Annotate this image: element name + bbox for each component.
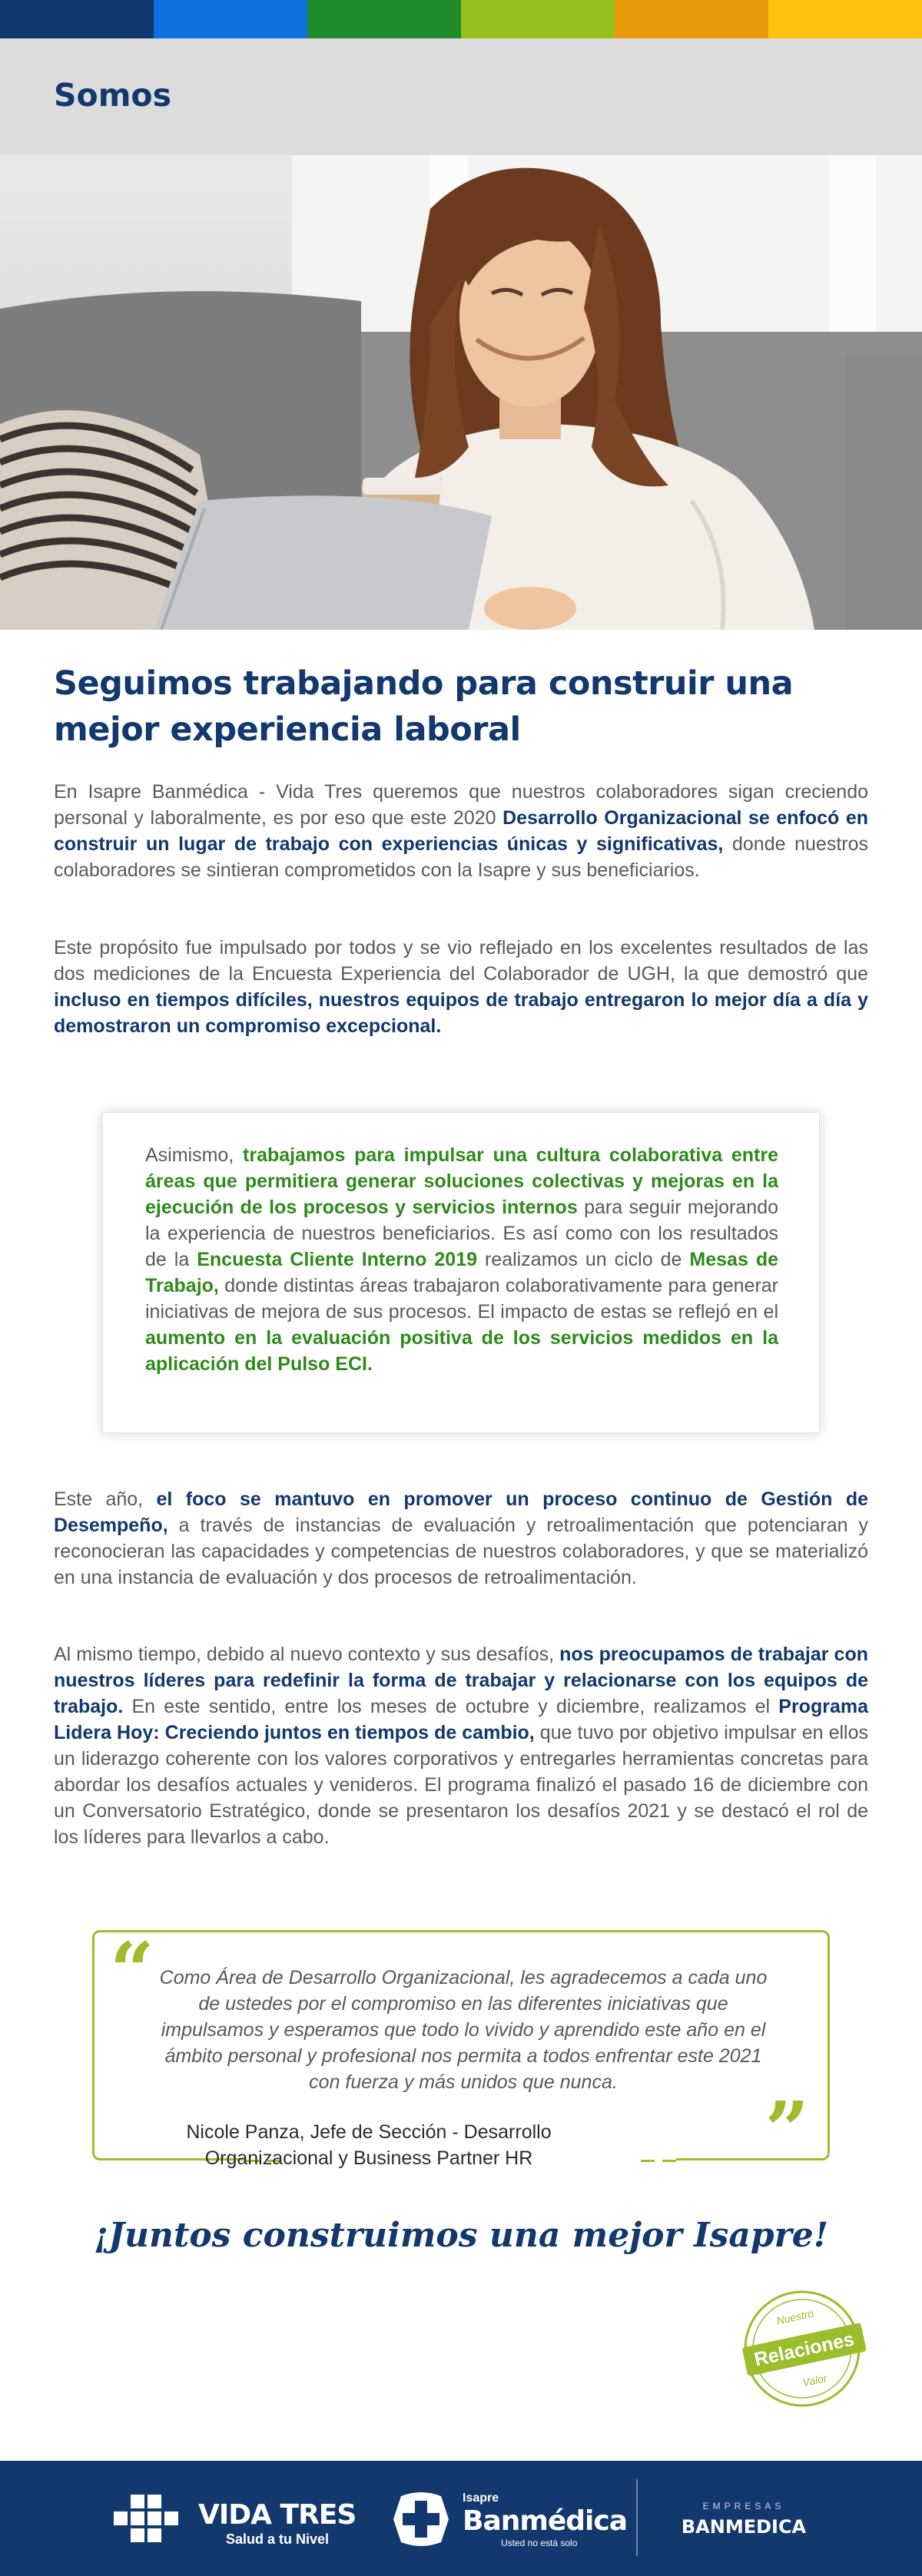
- text: Al mismo tiempo, debido al nuevo contexto y sus desafíos,: [54, 1644, 560, 1665]
- strip-green: [307, 0, 461, 38]
- color-strip: [0, 0, 922, 38]
- intro-paragraph: [54, 779, 868, 883]
- highlight: trabajamos para impulsar una cultura colaborativa entre áreas que permitiera generar soluciones colectivas y mejoras en la ejecución de los procesos y servicios internos: [145, 1144, 778, 1218]
- highlight: Programa Lidera Hoy: Creciendo juntos en tiempos de cambio,: [54, 1696, 868, 1743]
- open-quote-icon: “: [110, 1925, 154, 2016]
- quote-author: [123, 2119, 615, 2171]
- callout-paragraph: [145, 1142, 778, 1377]
- author-line-1: Nicole Panza, Jefe de Sección - Desarrollo: [186, 2121, 552, 2143]
- leadership-paragraph: [54, 1641, 868, 1850]
- badge-middle-text: Relaciones: [752, 2328, 857, 2371]
- text: Este propósito fue impulsado por todos y se vio reflejado en los excelentes resultados de las dos mediciones de la Encuesta Experiencia del Colaborador de UGH, la que demostró que: [54, 937, 868, 985]
- vida-tres-tagline: Salud a tu Nivel: [226, 2531, 330, 2547]
- banmedica-cross-icon: [386, 2488, 456, 2550]
- strip-navy: [0, 0, 154, 38]
- text: donde nuestros colaboradores se sintieran comprometidos con la Isapre y sus beneficiarios.: [54, 833, 869, 881]
- highlight: el foco se mantuvo en promover un proceso continuo de Gestión de Desempeño,: [54, 1488, 868, 1536]
- strip-blue: [154, 0, 307, 38]
- vida-tres-logo: [114, 2492, 375, 2553]
- highlight: nos preocupamos de trabajar con nuestros líderes para redefinir la forma de trabajar y relacionarse con los equipos de trabajo.: [54, 1644, 868, 1717]
- badge-top-text: Nuestro: [775, 2306, 815, 2327]
- relaciones-badge: [739, 2287, 870, 2410]
- empresas-name: BANMEDICA: [681, 2516, 807, 2538]
- text: a través de instancias de evaluación y retroalimentación que potenciaran y reconocieran las capacidades y competencias de nuestros colaboradores, y que se materializó en una instancia de evaluación y dos procesos de retroalimentación.: [54, 1515, 868, 1588]
- headline: Seguimos trabajando para construir una mejor experiencia laboral: [54, 664, 794, 749]
- text: Asimismo,: [145, 1144, 244, 1166]
- text: En este sentido, entre los meses de octubre y diciembre, realizamos el: [123, 1696, 779, 1717]
- badge-bottom-text: Valor: [801, 2371, 828, 2389]
- text: para seguir mejorando la experiencia de nuestros beneficiarios. Es así como con los resultados de la: [145, 1197, 778, 1270]
- empresas-label: EMPRESAS: [702, 2501, 785, 2511]
- highlight: Desarrollo Organizacional se enfocó en construir un lugar de trabajo con experiencias únicas y significativas,: [54, 807, 868, 855]
- text: En Isapre Banmédica - Vida Tres queremos que nuestros colaboradores sigan creciendo personal y laboralmente, es por eso que este 2020: [54, 781, 868, 829]
- banmedica-logo: [386, 2485, 628, 2554]
- highlight: aumento en la evaluación positiva de los servicios medidos en la aplicación del Pulso ECI.: [145, 1327, 778, 1375]
- highlight: Encuesta Cliente Interno 2019: [197, 1249, 478, 1270]
- banmedica-name: Banmédica: [463, 2505, 628, 2537]
- slogan: ¡Juntos construimos una mejor Isapre!: [93, 2216, 829, 2255]
- banmedica-prefix: Isapre: [463, 2492, 499, 2505]
- quote-text: Como Área de Desarrollo Organizacional, les agradecemos a cada uno de ustedes por el compromiso en las diferentes iniciativas que impulsamos y esperamos que todo lo vivido y aprendido este año en el ámbito personal y profesional nos permita a todos enfrentar este 2021 con fuerza y más unidos que nunca.: [159, 1967, 768, 2093]
- author-line-2: Organizacional y Business Partner HR: [204, 2147, 533, 2169]
- hero-image: [0, 155, 922, 630]
- footer-divider: [636, 2479, 638, 2556]
- woman-with-coffee-illustration: [0, 155, 922, 630]
- strip-lime: [461, 0, 615, 38]
- strip-yellow: [768, 0, 922, 38]
- text: que tuvo por objetivo impulsar en ellos un liderazgo coherente con los valores corporativos y entregarles herramientas concretas para abordar los desafíos actuales y venideros. El programa finalizó el pasado 16 de diciembre con un Conversatorio Estratégico, donde se presentaron los desafíos 2021 y se destacó el rol de los líderes para llevarlos a cabo.: [54, 1722, 868, 1848]
- empresas-banmedica-logo: [675, 2501, 813, 2547]
- text: donde distintas áreas trabajaron colaborativamente para generar iniciativas de mejora de sus procesos. El impacto de estas se reflejó en el: [145, 1275, 778, 1323]
- dash-decoration: [662, 2160, 676, 2162]
- footer: [0, 2461, 922, 2576]
- vida-tres-name: VIDA TRES: [198, 2499, 357, 2531]
- section-header: [0, 38, 922, 155]
- vida-tres-squares-icon: [114, 2495, 189, 2544]
- highlight: incluso en tiempos difíciles, nuestros equipos de trabajo entregaron lo mejor día a día y demostraron un compromiso excepcional.: [54, 989, 868, 1037]
- purpose-paragraph: [54, 935, 868, 1039]
- text: Este año,: [54, 1488, 157, 1510]
- strip-orange: [615, 0, 768, 38]
- dash-decoration: [641, 2160, 655, 2162]
- highlight: Mesas de Trabajo,: [145, 1249, 778, 1296]
- close-quote-icon: ”: [764, 2084, 809, 2175]
- performance-paragraph: [54, 1486, 868, 1591]
- callout-box: [102, 1112, 820, 1433]
- text: realizamos un ciclo de: [477, 1249, 690, 1270]
- banmedica-tagline: Usted no está solo: [501, 2538, 578, 2548]
- section-title: Somos: [54, 77, 171, 114]
- laptop: [154, 495, 492, 630]
